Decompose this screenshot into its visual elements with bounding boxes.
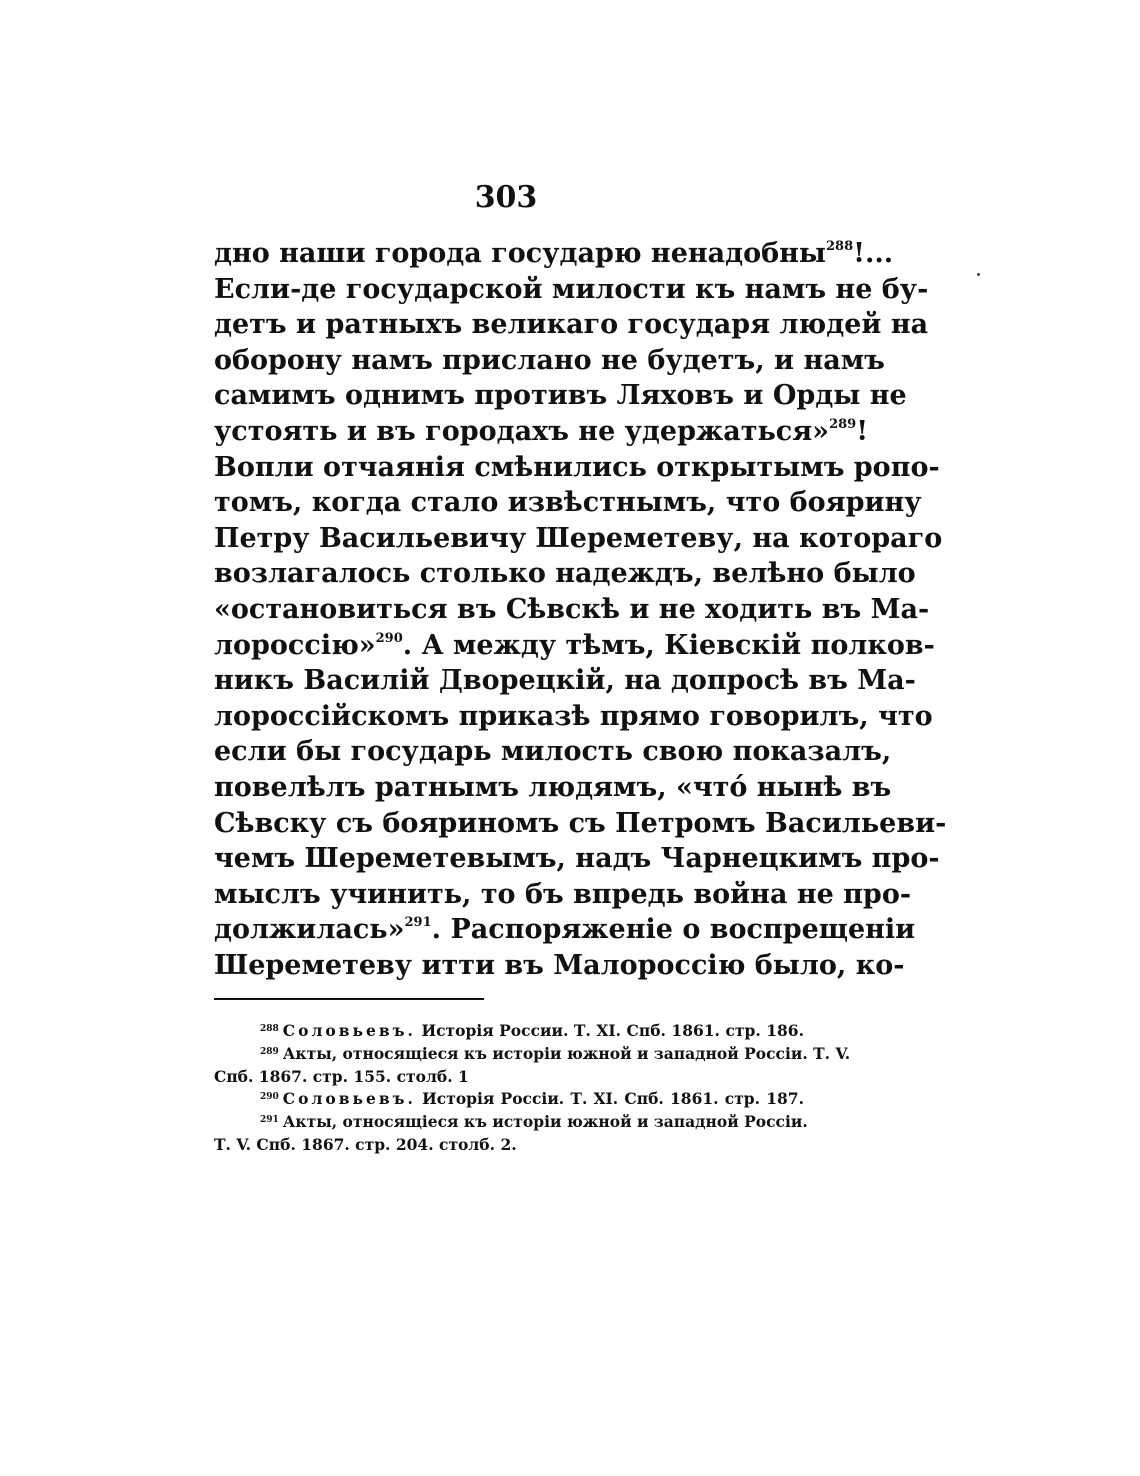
text-line-20: должилась»$^{291}$. Распоряженіе о воспрещеніи [214,914,916,946]
footnote-289: $^{289}$ Акты, относящіеся къ исторіи южной и западной Россіи. Т. V. [260,1043,851,1063]
text-line-18: чемъ Шереметевымъ, надъ Чарнецкимъ про- [214,843,940,875]
text-line-7: Вопли отчаянія смѣнились открытымъ ропо- [214,451,940,483]
text-line-3: детъ и ратныхъ великаго государя людей на [214,309,929,341]
text-line-21: Шереметеву итти въ Малороссію было, ко- [214,949,905,981]
text-line-10: возлагалось столько надеждъ, велѣно было [214,558,916,590]
text-line-5: самимъ однимъ противъ Ляховъ и Орды не [214,380,907,412]
text-line-11: «остановиться въ Сѣвскѣ и не ходить въ Ма- [214,593,930,625]
text-line-15: если бы государь милость свою показалъ, [214,736,892,768]
text-line-1: дно наши города государю ненадобны$^{288}$!... [214,238,894,269]
text-line-6: устоять и въ городахъ не удержаться»$^{289}$! [214,415,869,447]
footnote-divider [214,998,484,1000]
text-line-17: Сѣвску съ бояриномъ съ Петромъ Васильеви- [214,807,947,839]
text-line-9: Петру Васильевичу Шереметеву, на котораго [214,522,943,554]
footnote-ref-291[interactable]: 291 [404,915,432,931]
footnote-ref-289[interactable]: 289 [829,416,857,432]
footnote-author: Соловьевъ. [282,1089,416,1109]
text-line-8: томъ, когда стало извѣстнымъ, что боярину [214,487,922,519]
footnote-number: 290 [260,1092,279,1103]
footnote-288: $^{288}$ Соловьевъ. Исторія России. Т. XI. Спб. 1861. стр. 186. [260,1021,804,1040]
text-line-19: мыслъ учинить, то бъ впредь война не про- [214,878,912,910]
text-line-13: никъ Василій Дворецкій, на допросѣ въ Ма- [214,665,916,697]
body-text [214,236,947,983]
footnote-ref-290[interactable]: 290 [375,630,403,646]
text-line-14: лороссійскомъ приказѣ прямо говорилъ, что [214,700,933,732]
page-number: 303 [474,180,538,215]
footnote-number: 288 [260,1024,279,1034]
footnote-author: Соловьевъ. [282,1021,416,1040]
footnote-number: 291 [260,1115,279,1126]
footnote-291: $^{291}$ Акты, относящіеся къ исторіи южной и западной Россіи. [260,1112,808,1132]
text-line-12: лороссію»$^{290}$. А между тѣмъ, Кіевскій полков- [214,629,935,661]
scan-speck [977,273,980,276]
text-line-2: Если-де государской милости къ намъ не бу- [214,273,929,305]
footnote-291-cont: Т. V. Спб. 1867. стр. 204. столб. 2. [214,1134,517,1154]
footnote-290: $^{290}$ Соловьевъ. Исторія Россіи. Т. XI. Спб. 1861. стр. 187. [260,1089,804,1109]
footnote-ref-288[interactable]: 288 [825,239,854,254]
footnote-number: 289 [260,1046,279,1057]
text-line-4: оборону намъ прислано не будетъ, и намъ [214,344,885,376]
footnote-289-cont: Спб. 1867. стр. 155. столб. 1 [214,1066,469,1086]
text-line-16: повелѣлъ ратнымъ людямъ, «что́ нынѣ въ [214,771,892,803]
footnotes [214,1020,851,1157]
